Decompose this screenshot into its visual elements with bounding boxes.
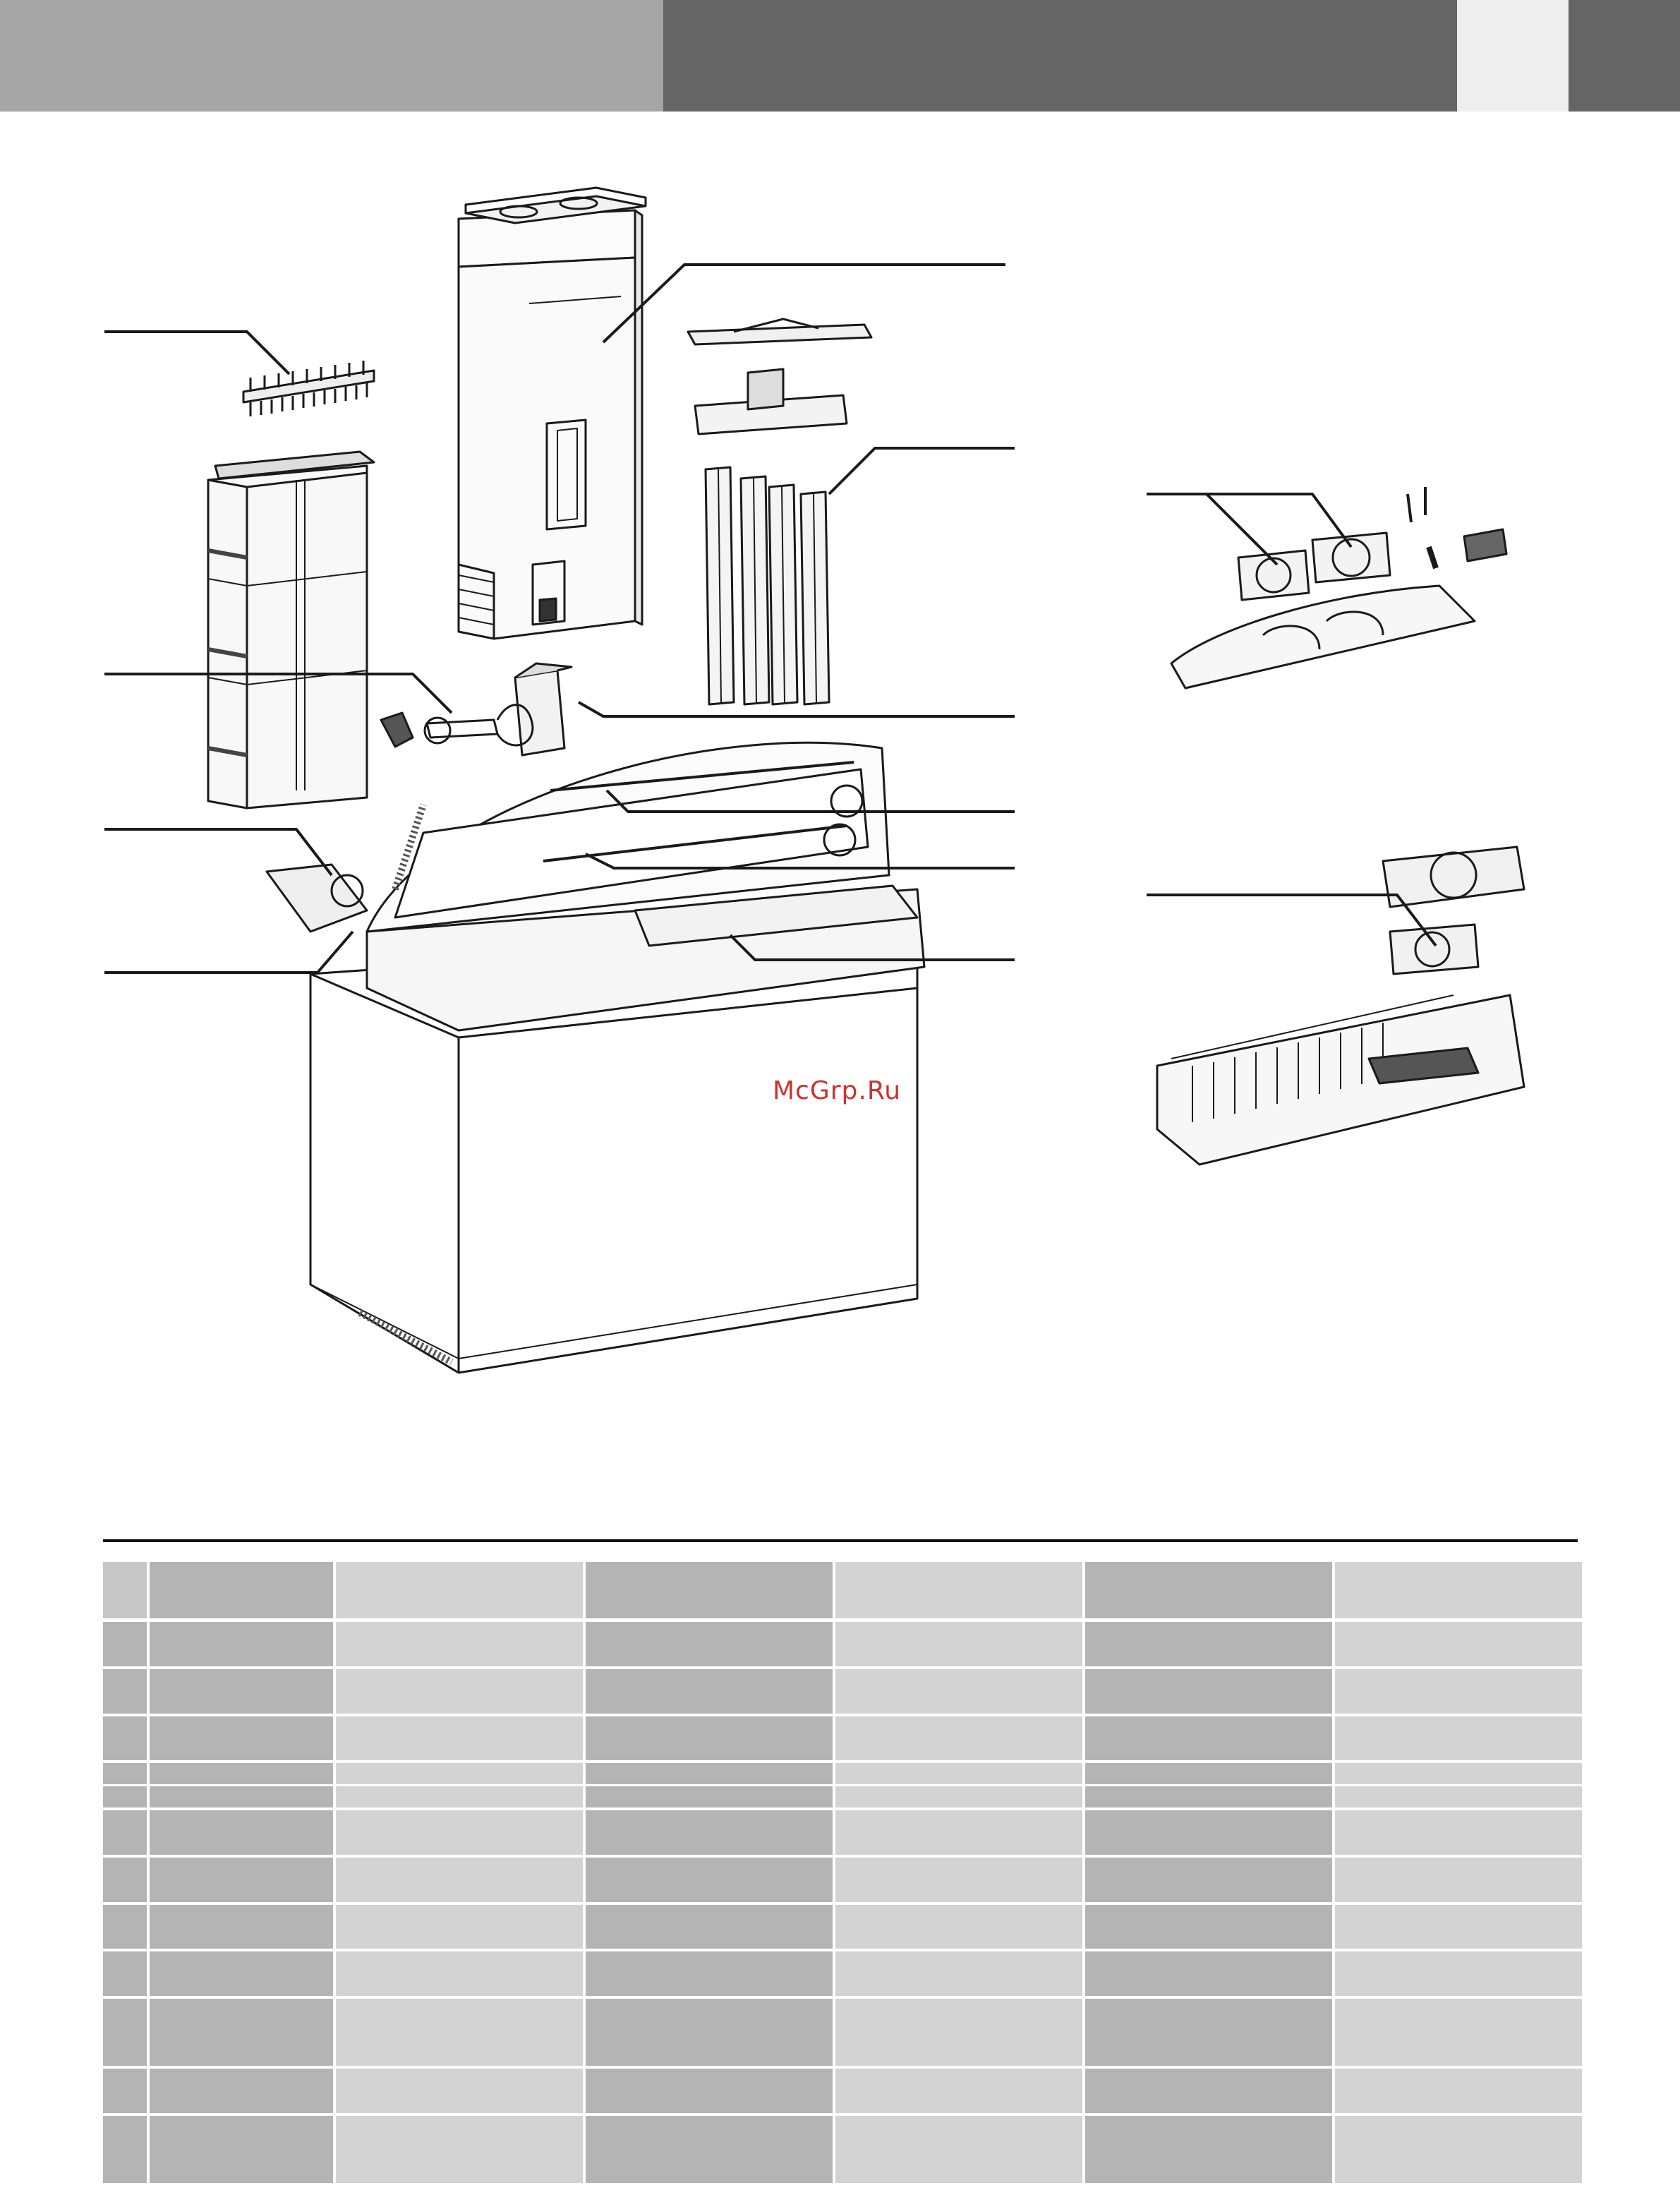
watermark: McGrp.Ru	[773, 1076, 902, 1105]
table-cell	[1335, 2116, 1582, 2183]
table-cell	[835, 1810, 1082, 1855]
pump-assembly	[381, 663, 572, 755]
table-cell	[150, 1622, 333, 1666]
table-cell	[1335, 2069, 1582, 2113]
section-rule	[103, 1539, 1578, 1542]
table-cell	[103, 2069, 147, 2113]
table-header-cell	[150, 1562, 333, 1618]
table-cell	[586, 1951, 833, 1996]
table-cell	[586, 2116, 833, 2183]
parts-table	[103, 1562, 1582, 2183]
table-cell	[103, 1716, 147, 1760]
table-cell	[336, 1999, 583, 2066]
table-cell	[1335, 1999, 1582, 2066]
table-cell	[1085, 1669, 1332, 1714]
table-cell	[103, 1810, 147, 1855]
table-cell	[103, 1786, 147, 1807]
table-cell	[835, 1716, 1082, 1760]
table-cell	[1085, 1810, 1332, 1855]
table-cell	[1335, 1716, 1582, 1760]
table-cell	[150, 1999, 333, 2066]
table-cell	[103, 1951, 147, 1996]
table-cell	[1085, 1763, 1332, 1784]
table-header-cell	[835, 1562, 1082, 1618]
table-cell	[150, 1905, 333, 1949]
table-cell	[1085, 2069, 1332, 2113]
table-cell	[103, 1763, 147, 1784]
table-cell	[336, 1622, 583, 1666]
table-cell	[1085, 1951, 1332, 1996]
table-header-cell	[103, 1562, 147, 1618]
table-cell	[1085, 1786, 1332, 1807]
table-header-cell	[1335, 1562, 1582, 1618]
table-cell	[103, 1905, 147, 1949]
table-cell	[336, 1669, 583, 1714]
table-cell	[150, 1810, 333, 1855]
table-cell	[835, 1622, 1082, 1666]
table-cell	[835, 1905, 1082, 1949]
table-cell	[1085, 1905, 1332, 1949]
heating-tubes	[706, 467, 829, 704]
table-cell	[150, 1763, 333, 1784]
table-header-cell	[586, 1562, 833, 1618]
table-cell	[835, 1858, 1082, 1902]
table-cell	[336, 1905, 583, 1949]
table-cell	[835, 1786, 1082, 1807]
table-header-cell	[1085, 1562, 1332, 1618]
table-cell	[835, 1951, 1082, 1996]
table-cell	[150, 1669, 333, 1714]
table-cell	[1335, 1763, 1582, 1784]
filter-cartridge	[208, 452, 374, 808]
table-cell	[835, 1999, 1082, 2066]
table-cell	[1335, 1905, 1582, 1949]
table-cell	[103, 1999, 147, 2066]
table-cell	[1085, 1622, 1332, 1666]
table-cell	[835, 2116, 1082, 2183]
table-cell	[835, 1763, 1082, 1784]
table-cell	[1335, 1786, 1582, 1807]
table-cell	[586, 1810, 833, 1855]
table-cell	[150, 1716, 333, 1760]
table-cell	[586, 1622, 833, 1666]
table-cell	[1335, 1951, 1582, 1996]
table-cell	[586, 1786, 833, 1807]
table-cell	[103, 1622, 147, 1666]
table-cell	[586, 1858, 833, 1902]
table-cell	[586, 2069, 833, 2113]
filter-housing	[459, 210, 642, 639]
table-cell	[835, 2069, 1082, 2113]
table-cell	[336, 1810, 583, 1855]
table-cell	[336, 2116, 583, 2183]
table-cell	[150, 1951, 333, 1996]
table-cell	[586, 1716, 833, 1760]
table-cell	[336, 1951, 583, 1996]
table-cell	[336, 1763, 583, 1784]
table-cell	[150, 2069, 333, 2113]
table-cell	[1085, 1999, 1332, 2066]
fan-assembly-1	[1171, 487, 1506, 688]
table-cell	[586, 1669, 833, 1714]
table-cell	[1085, 1858, 1332, 1902]
table-cell	[1085, 2116, 1332, 2183]
table-cell	[103, 1858, 147, 1902]
table-cell	[336, 1858, 583, 1902]
table-cell	[336, 1786, 583, 1807]
tube-bracket	[688, 319, 871, 434]
table-cell	[336, 2069, 583, 2113]
table-header-cell	[336, 1562, 583, 1618]
table-cell	[1085, 1716, 1332, 1760]
table-cell	[150, 2116, 333, 2183]
table-cell	[103, 2116, 147, 2183]
grid-comb	[243, 361, 374, 416]
table-cell	[336, 1716, 583, 1760]
table-cell	[150, 1858, 333, 1902]
table-cell	[586, 1905, 833, 1949]
table-cell	[150, 1786, 333, 1807]
table-cell	[586, 1999, 833, 2066]
table-cell	[1335, 1858, 1582, 1902]
table-cell	[586, 1763, 833, 1784]
table-cell	[835, 1669, 1082, 1714]
table-cell	[1335, 1622, 1582, 1666]
table-cell	[103, 1669, 147, 1714]
table-cell	[1335, 1810, 1582, 1855]
table-cell	[1335, 1669, 1582, 1714]
aquarium-tank	[267, 742, 924, 1373]
